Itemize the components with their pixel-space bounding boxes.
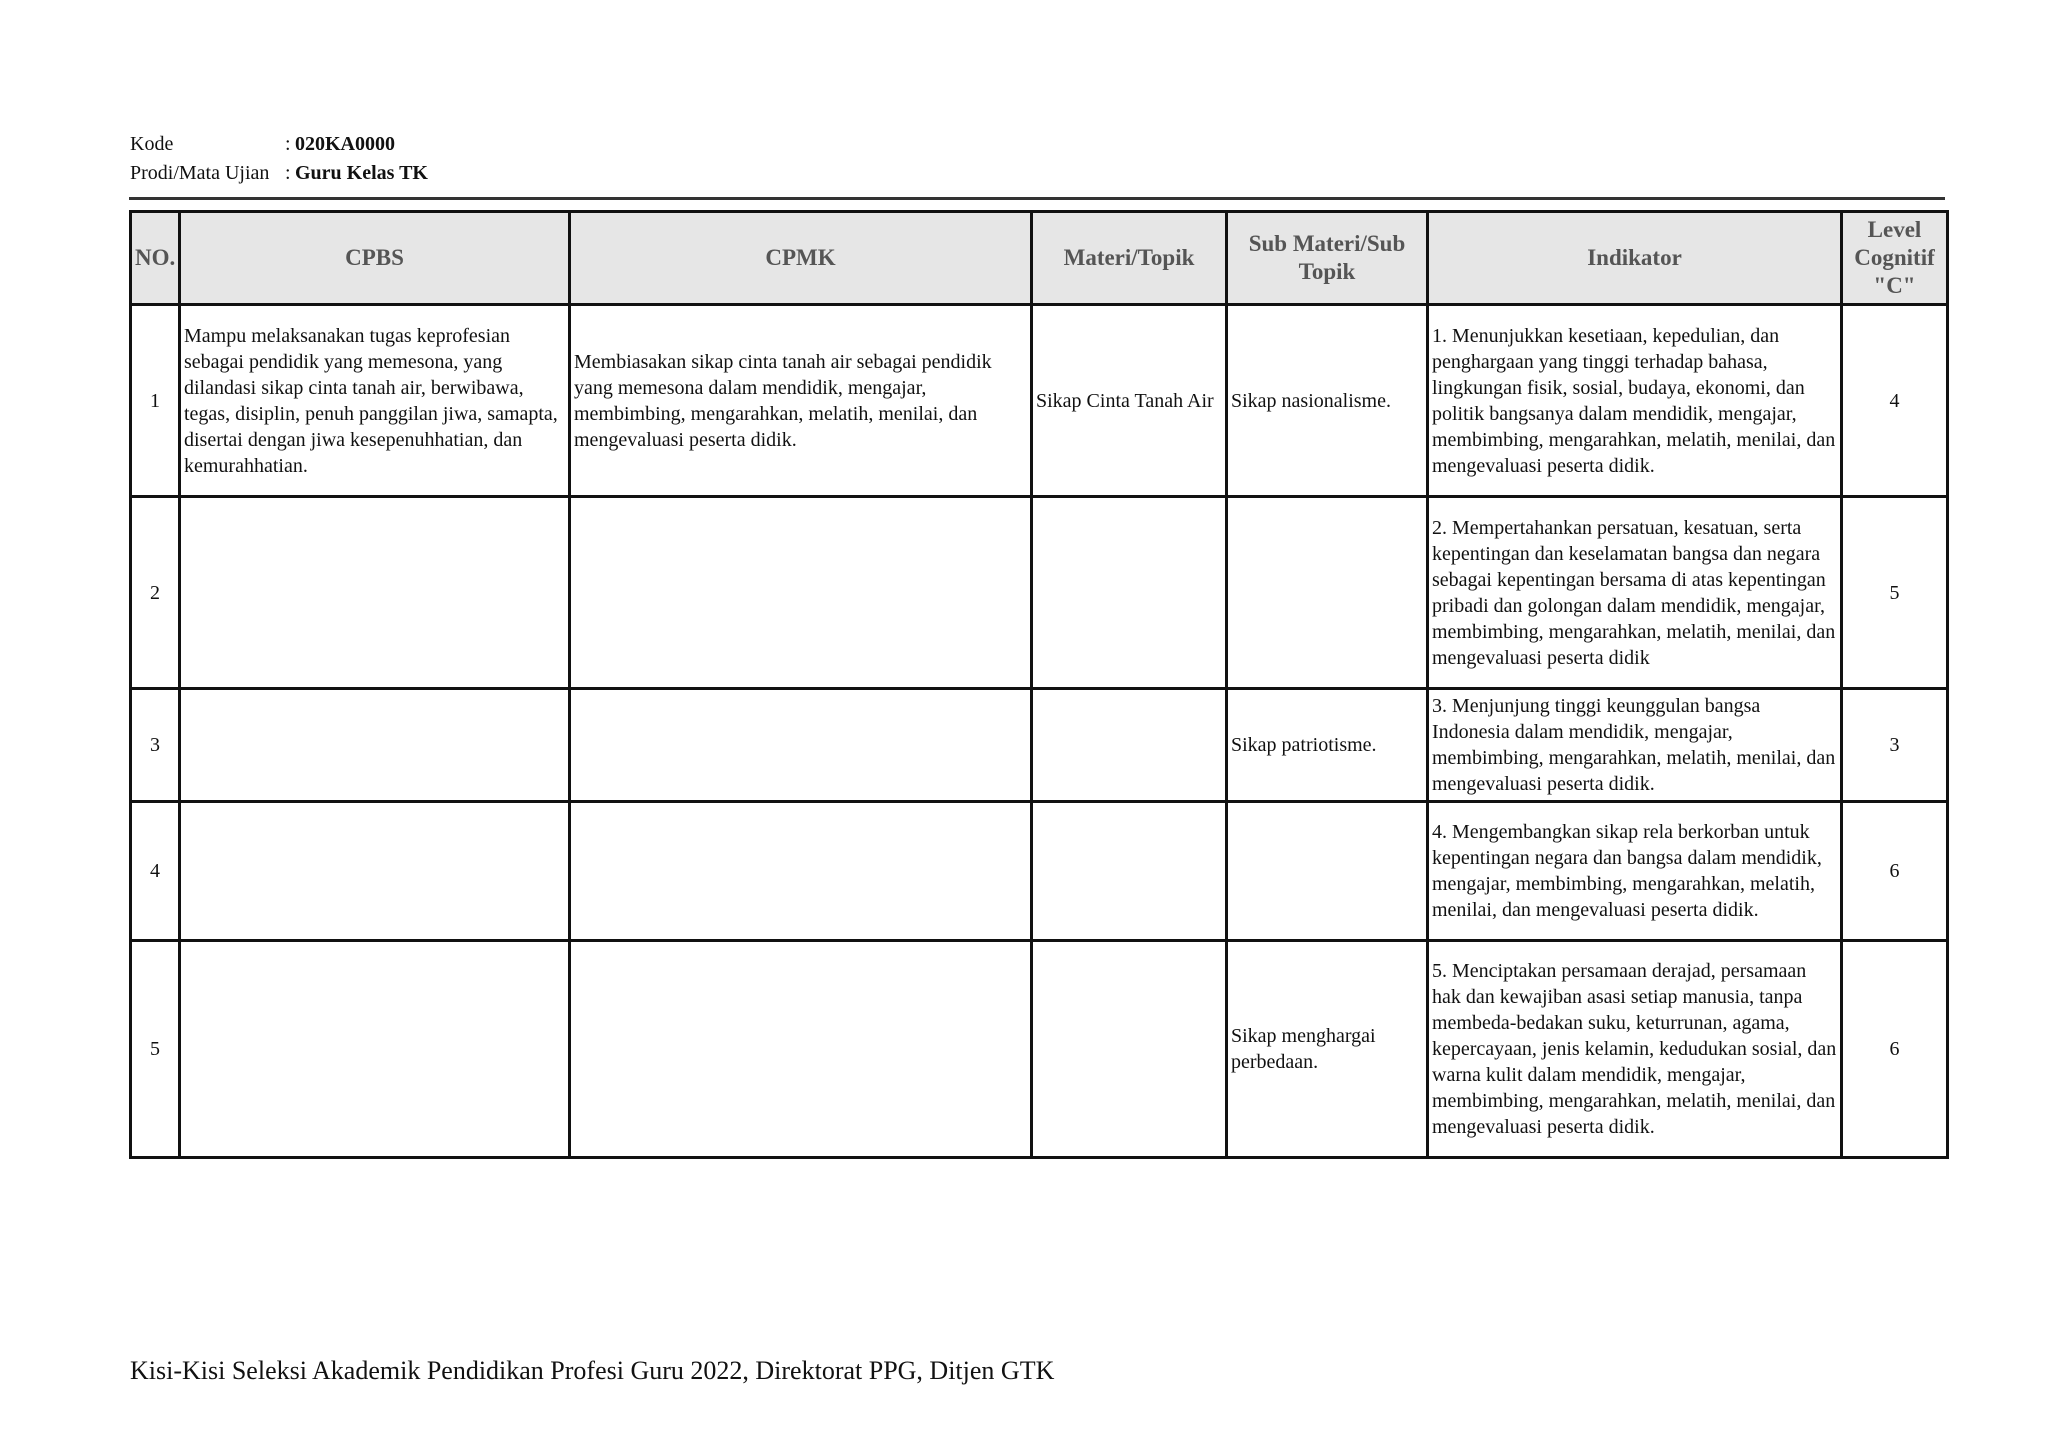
header-indikator: Indikator xyxy=(1428,212,1842,305)
cell-no: 1 xyxy=(131,305,180,497)
cell-cpmk xyxy=(570,941,1032,1158)
cell-materi xyxy=(1032,941,1227,1158)
cell-cpmk xyxy=(570,689,1032,802)
cell-cpmk: Membiasakan sikap cinta tanah air sebagai pendidik yang memesona dalam mendidik, mengajar, membimbing, mengarahkan, melatih, menilai, dan mengevaluasi peserta didik. xyxy=(570,305,1032,497)
cell-level: 6 xyxy=(1842,802,1948,941)
cell-cpbs xyxy=(180,941,570,1158)
table-row xyxy=(131,305,1948,497)
table-row xyxy=(131,802,1948,941)
table-header-row xyxy=(131,212,1948,305)
cell-materi xyxy=(1032,497,1227,689)
cell-no: 2 xyxy=(131,497,180,689)
kode-row xyxy=(130,130,428,159)
cell-sub-materi xyxy=(1227,497,1428,689)
header-sub-materi: Sub Materi/Sub Topik xyxy=(1227,212,1428,305)
cell-cpbs xyxy=(180,802,570,941)
header-divider xyxy=(129,197,1945,200)
cell-level: 6 xyxy=(1842,941,1948,1158)
kode-label: Kode xyxy=(130,133,174,155)
cell-cpbs xyxy=(180,497,570,689)
header-materi: Materi/Topik xyxy=(1032,212,1227,305)
page-footer: Kisi-Kisi Seleksi Akademik Pendidikan Profesi Guru 2022, Direktorat PPG, Ditjen GTK xyxy=(130,1356,1055,1385)
prodi-label: Prodi/Mata Ujian xyxy=(130,162,270,184)
header-cpmk: CPMK xyxy=(570,212,1032,305)
cell-materi: Sikap Cinta Tanah Air xyxy=(1032,305,1227,497)
prodi-value: Guru Kelas TK xyxy=(295,162,428,184)
cell-cpmk xyxy=(570,802,1032,941)
cell-indikator: 1. Menunjukkan kesetiaan, kepedulian, dan penghargaan yang tinggi terhadap bahasa, lingkungan fisik, sosial, budaya, ekonomi, dan politik bangsanya dalam mendidik, mengajar, membimbing, mengarahkan, melatih, menilai, dan mengevaluasi peserta didik. xyxy=(1428,305,1842,497)
cell-level: 3 xyxy=(1842,689,1948,802)
cell-indikator: 5. Menciptakan persamaan derajad, persamaan hak dan kewajiban asasi setiap manusia, tanpa membeda-bedakan suku, keturrunan, agama, kepercayaan, jenis kelamin, kedudukan sosial, dan warna kulit dalam mendidik, mengajar, membimbing, mengarahkan, melatih, menilai, dan mengevaluasi peserta didik. xyxy=(1428,941,1842,1158)
document-meta xyxy=(130,130,428,188)
cell-sub-materi: Sikap menghargai perbedaan. xyxy=(1227,941,1428,1158)
cell-indikator: 4. Mengembangkan sikap rela berkorban untuk kepentingan negara dan bangsa dalam mendidik, mengajar, membimbing, mengarahkan, melatih, menilai, dan mengevaluasi peserta didik. xyxy=(1428,802,1842,941)
header-no: NO. xyxy=(131,212,180,305)
cell-no: 3 xyxy=(131,689,180,802)
cell-no: 5 xyxy=(131,941,180,1158)
cell-level: 4 xyxy=(1842,305,1948,497)
kisi-kisi-table xyxy=(129,210,1949,1159)
cell-indikator: 3. Menjunjung tinggi keunggulan bangsa Indonesia dalam mendidik, mengajar, membimbing, mengarahkan, melatih, menilai, dan mengevaluasi peserta didik. xyxy=(1428,689,1842,802)
cell-cpbs: Mampu melaksanakan tugas keprofesian sebagai pendidik yang memesona, yang dilandasi sikap cinta tanah air, berwibawa, tegas, disiplin, penuh panggilan jiwa, samapta, disertai dengan jiwa kesepenuhhatian, dan kemurahhatian. xyxy=(180,305,570,497)
header-cpbs: CPBS xyxy=(180,212,570,305)
cell-cpbs xyxy=(180,689,570,802)
cell-sub-materi: Sikap patriotisme. xyxy=(1227,689,1428,802)
kode-value: 020KA0000 xyxy=(295,133,395,155)
cell-materi xyxy=(1032,689,1227,802)
cell-cpmk xyxy=(570,497,1032,689)
cell-materi xyxy=(1032,802,1227,941)
cell-level: 5 xyxy=(1842,497,1948,689)
cell-sub-materi: Sikap nasionalisme. xyxy=(1227,305,1428,497)
cell-no: 4 xyxy=(131,802,180,941)
prodi-colon: : xyxy=(285,162,291,184)
cell-sub-materi xyxy=(1227,802,1428,941)
kode-colon: : xyxy=(285,133,291,155)
table-row xyxy=(131,941,1948,1158)
header-level: Level Cognitif "C" xyxy=(1842,212,1948,305)
prodi-row xyxy=(130,159,428,188)
table-row xyxy=(131,689,1948,802)
cell-indikator: 2. Mempertahankan persatuan, kesatuan, serta kepentingan dan keselamatan bangsa dan negara sebagai kepentingan bersama di atas kepentingan pribadi dan golongan dalam mendidik, mengajar, membimbing, mengarahkan, melatih, menilai, dan mengevaluasi peserta didik xyxy=(1428,497,1842,689)
table-row xyxy=(131,497,1948,689)
